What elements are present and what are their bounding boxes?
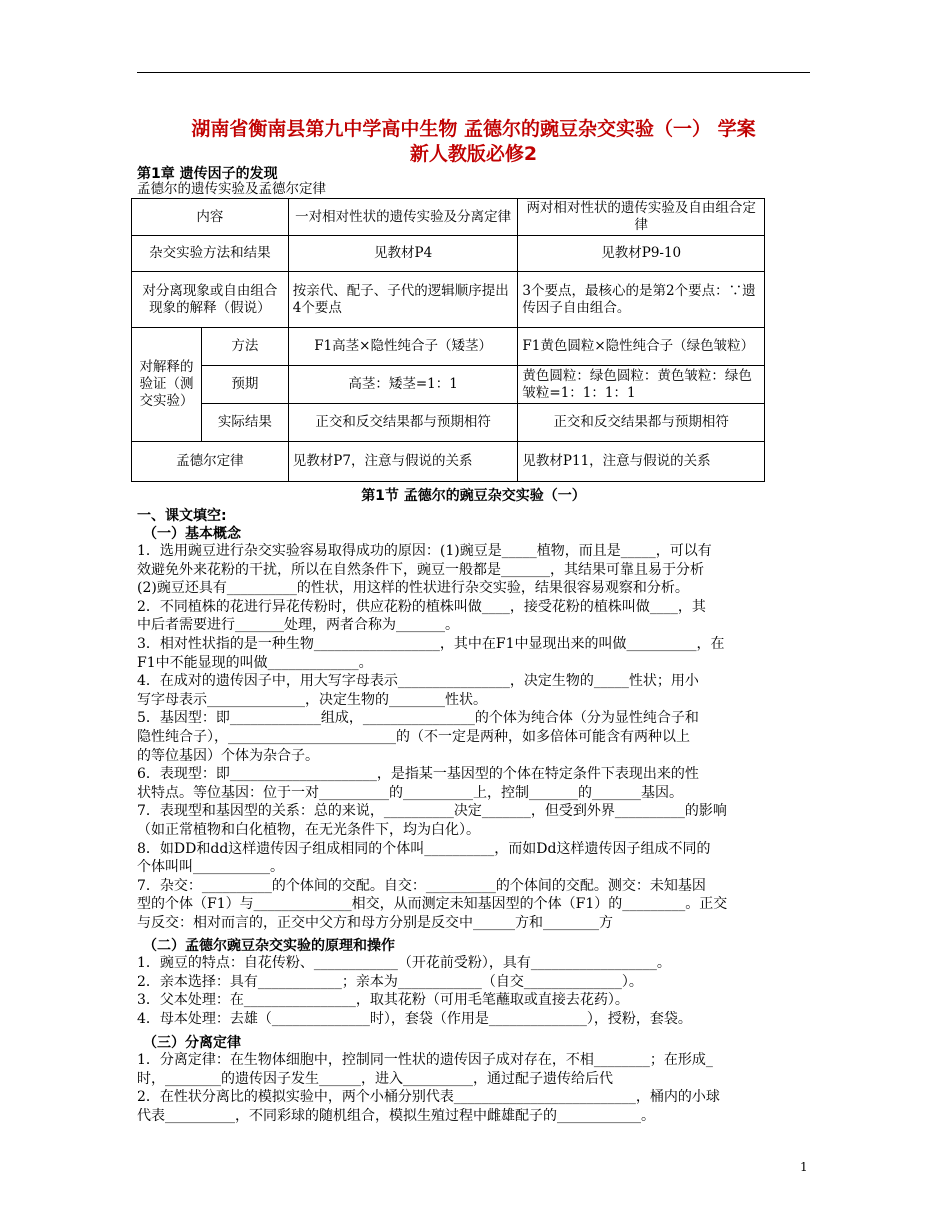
subsection-heading-basic-concepts: （一）基本概念 bbox=[143, 526, 241, 542]
text-line: 2．亲本选择：具有____________；亲本为____________（自交______________）。 bbox=[137, 973, 643, 990]
text-line: 1．分离定律：在生物体细胞中，控制同一性状的遗传因子成对存在，不相________；在形成_ bbox=[137, 1052, 713, 1068]
page-number: 1 bbox=[800, 1160, 808, 1174]
cell: 见教材P7，注意与假说的关系 bbox=[288, 442, 518, 482]
text-line: 2．在性状分离比的模拟实验中，两个小桶分别代表__________________________，桶内的小球 bbox=[137, 1089, 720, 1106]
table-row bbox=[132, 442, 765, 482]
row-label: 实际结果 bbox=[201, 404, 288, 442]
text-line: 1．豌豆的特点：自花传粉、____________（开花前受粉），具有__________________。 bbox=[137, 955, 671, 971]
text-line: 4．母本处理：去雄（______________时），套袋（作用是______________），授粉，套袋。 bbox=[137, 1010, 692, 1027]
table-row bbox=[132, 236, 765, 272]
text-line: 隐性纯合子），________________________的（不一定是两种，如多倍体可能含有两种以上 bbox=[137, 729, 690, 745]
text-line: 的等位基因）个体为杂合子。 bbox=[137, 747, 319, 764]
table-row bbox=[132, 404, 765, 442]
top-rule bbox=[137, 72, 810, 73]
text-line: 2．不同植株的花进行异花传粉时，供应花粉的植株叫做____，接受花粉的植株叫做____，其 bbox=[137, 598, 706, 615]
header-content: 内容 bbox=[132, 199, 289, 236]
text-line: 7．杂交：__________的个体间的交配。自交：__________的个体间的交配。测交：未知基因 bbox=[137, 877, 706, 894]
cell: 见教材P4 bbox=[288, 236, 518, 272]
text-line: 状特点。等位基因：位于一对__________的__________上，控制_______的_______基因。 bbox=[137, 784, 683, 801]
text-line: 7．表现型和基因型的关系：总的来说，__________决定_______，但受到外界__________的影响 bbox=[137, 803, 727, 820]
document-title-line1: 湖南省衡南县第九中学高中生物 孟德尔的豌豆杂交实验（一） 学案 bbox=[191, 118, 756, 140]
table-caption: 孟德尔的遗传实验及孟德尔定律 bbox=[137, 181, 326, 197]
cell: 黄色圆粒：绿色圆粒：黄色皱粒：绿色皱粒=1：1：1：1 bbox=[518, 366, 765, 404]
cell: F1高茎×隐性纯合子（矮茎） bbox=[288, 328, 518, 366]
row-label: 孟德尔定律 bbox=[132, 442, 289, 482]
text-line: 6．表现型：即_____________________，是指某一基因型的个体在特定条件下表现出来的性 bbox=[137, 766, 699, 783]
cell: 正交和反交结果都与预期相符 bbox=[518, 404, 765, 442]
text-line: （如正常植物和白化植物，在无光条件下，均为白化）。 bbox=[137, 822, 480, 838]
subsection-heading-segregation: （三）分离定律 bbox=[143, 1035, 241, 1051]
text-line: 3．相对性状指的是一种生物__________________，其中在F1中显现出来的叫做__________，在 bbox=[137, 636, 725, 652]
table-header-row bbox=[132, 199, 765, 236]
text-line: 效避免外来花粉的干扰，所以在自然条件下，豌豆一般都是_______，其结果可靠且易于分析 bbox=[137, 561, 704, 578]
text-line: 写字母表示______________，决定生物的________性状。 bbox=[137, 691, 487, 708]
text-line: 中后者需要进行_______处理，两者合称为_______。 bbox=[137, 617, 459, 634]
text-line: 5．基因型：即_____________组成，________________的个体为纯合体（分为显性纯合子和 bbox=[137, 710, 699, 727]
row-label: 杂交实验方法和结果 bbox=[132, 236, 289, 272]
summary-table bbox=[131, 198, 765, 482]
text-line: 3．父本处理：在________________，取其花粉（可用毛笔蘸取或直接去花药）。 bbox=[137, 992, 629, 1009]
row-label: 预期 bbox=[201, 366, 288, 404]
table-row bbox=[132, 366, 765, 404]
table-row bbox=[132, 272, 765, 328]
subsection-heading-principles: （二）孟德尔豌豆杂交实验的原理和操作 bbox=[143, 938, 395, 954]
text-line: 与反交：相对而言的，正交中父方和母方分别是反交中______方和________方 bbox=[137, 915, 613, 931]
verification-label: 对解释的验证（测交实验） bbox=[132, 328, 202, 442]
text-line: F1中不能显现的叫做_____________。 bbox=[137, 654, 373, 671]
row-label: 对分离现象或自由组合现象的解释（假说） bbox=[132, 272, 289, 328]
text-line: 4．在成对的遗传因子中，用大写字母表示________________，决定生物的_____性状；用小 bbox=[137, 673, 699, 690]
cell: 正交和反交结果都与预期相符 bbox=[288, 404, 518, 442]
part-heading: 一、课文填空: bbox=[137, 508, 227, 524]
header-one-pair: 一对相对性状的遗传实验及分离定律 bbox=[288, 199, 518, 236]
document-title-line2: 新人教版必修2 bbox=[409, 143, 538, 165]
text-line: 个体叫叫___________。 bbox=[137, 859, 284, 876]
text-line: 型的个体（F1）与______________相交，从而测定未知基因型的个体（F1）的_________。正交 bbox=[137, 896, 728, 913]
text-line: (2)豌豆还具有__________的性状，用这样的性状进行杂交实验，结果很容易观察和分析。 bbox=[137, 580, 689, 597]
text-line: 8．如DD和dd这样遗传因子组成相同的个体叫__________，而如Dd这样遗传因子组成不同的 bbox=[137, 840, 711, 857]
text-line: 时，________的遗传因子发生______，进入__________，通过配子遗传给后代 bbox=[137, 1070, 613, 1087]
cell: 高茎：矮茎=1：1 bbox=[288, 366, 518, 404]
cell: 见教材P9-10 bbox=[518, 236, 765, 272]
table-row bbox=[132, 328, 765, 366]
cell: 见教材P11，注意与假说的关系 bbox=[518, 442, 765, 482]
cell: 按亲代、配子、子代的逻辑顺序提出4个要点 bbox=[288, 272, 518, 328]
cell: 3个要点，最核心的是第2个要点：∵遗传因子自由组合。 bbox=[518, 272, 765, 328]
chapter-heading: 第1章 遗传因子的发现 bbox=[137, 166, 278, 182]
row-label: 方法 bbox=[201, 328, 288, 366]
cell: F1黄色圆粒×隐性纯合子（绿色皱粒） bbox=[518, 328, 765, 366]
header-two-pair: 两对相对性状的遗传实验及自由组合定律 bbox=[518, 199, 765, 236]
text-line: 1．选用豌豆进行杂交实验容易取得成功的原因：(1)豌豆是_____植物，而且是_____，可以有 bbox=[137, 543, 712, 559]
section-title: 第1节 孟德尔的豌豆杂交实验（一） bbox=[361, 488, 586, 504]
text-line: 代表__________，不同彩球的随机组合，模拟生殖过程中雌雄配子的____________。 bbox=[137, 1107, 655, 1124]
